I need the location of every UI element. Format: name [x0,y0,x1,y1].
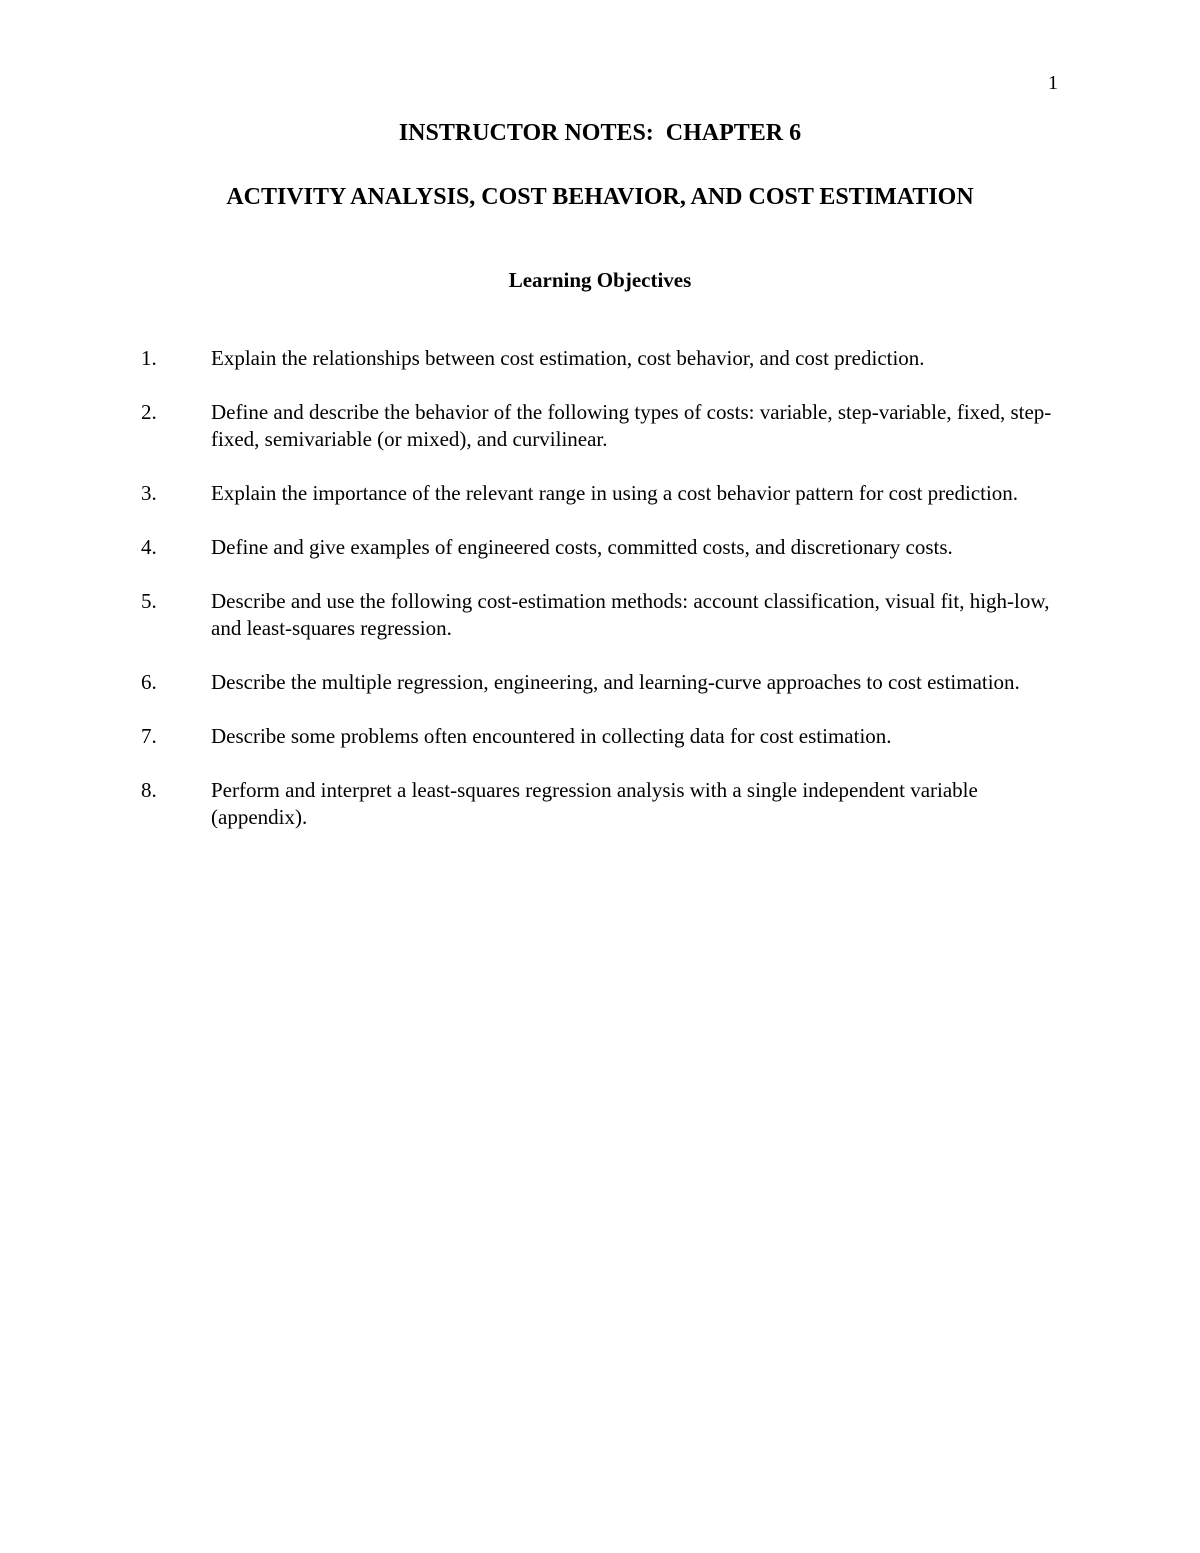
objective-item [0,345,1200,372]
objective-number: 5. [141,589,157,613]
objectives-list [0,345,1200,858]
objective-text: Define and give examples of engineered costs, committed costs, and discretionary costs. [211,535,953,559]
objective-text: Define and describe the behavior of the following types of costs: variable, step-variable, fixed, step-fixed, semivariable (or mixed), and curvilinear. [211,400,1052,451]
objective-text: Describe and use the following cost-estimation methods: account classification, visual fit, high-low, and least-squares regression. [211,589,1050,640]
objective-item [0,480,1200,507]
section-heading: Learning Objectives [508,268,692,292]
document-title: INSTRUCTOR NOTES: CHAPTER 6 [398,120,802,146]
page-number: 1 [1048,72,1058,94]
objective-number: 3. [141,481,157,505]
objective-text: Explain the importance of the relevant range in using a cost behavior pattern for cost prediction. [211,481,1019,505]
objective-number: 8. [141,778,157,802]
objective-text: Explain the relationships between cost estimation, cost behavior, and cost prediction. [211,346,925,370]
document-subtitle: ACTIVITY ANALYSIS, COST BEHAVIOR, AND COST ESTIMATION [226,184,974,210]
objective-item [0,669,1200,696]
objective-number: 4. [141,535,157,559]
objective-item [0,588,1200,642]
objective-number: 2. [141,400,157,424]
objective-item [0,399,1200,453]
objective-item [0,723,1200,750]
objective-text: Perform and interpret a least-squares regression analysis with a single independent variable (appendix). [211,778,978,829]
objective-text: Describe the multiple regression, engineering, and learning-curve approaches to cost estimation. [211,670,1020,694]
objective-item [0,777,1200,831]
objective-number: 1. [141,346,157,370]
objective-number: 7. [141,724,157,748]
objective-item [0,534,1200,561]
objective-number: 6. [141,670,157,694]
objective-text: Describe some problems often encountered in collecting data for cost estimation. [211,724,892,748]
